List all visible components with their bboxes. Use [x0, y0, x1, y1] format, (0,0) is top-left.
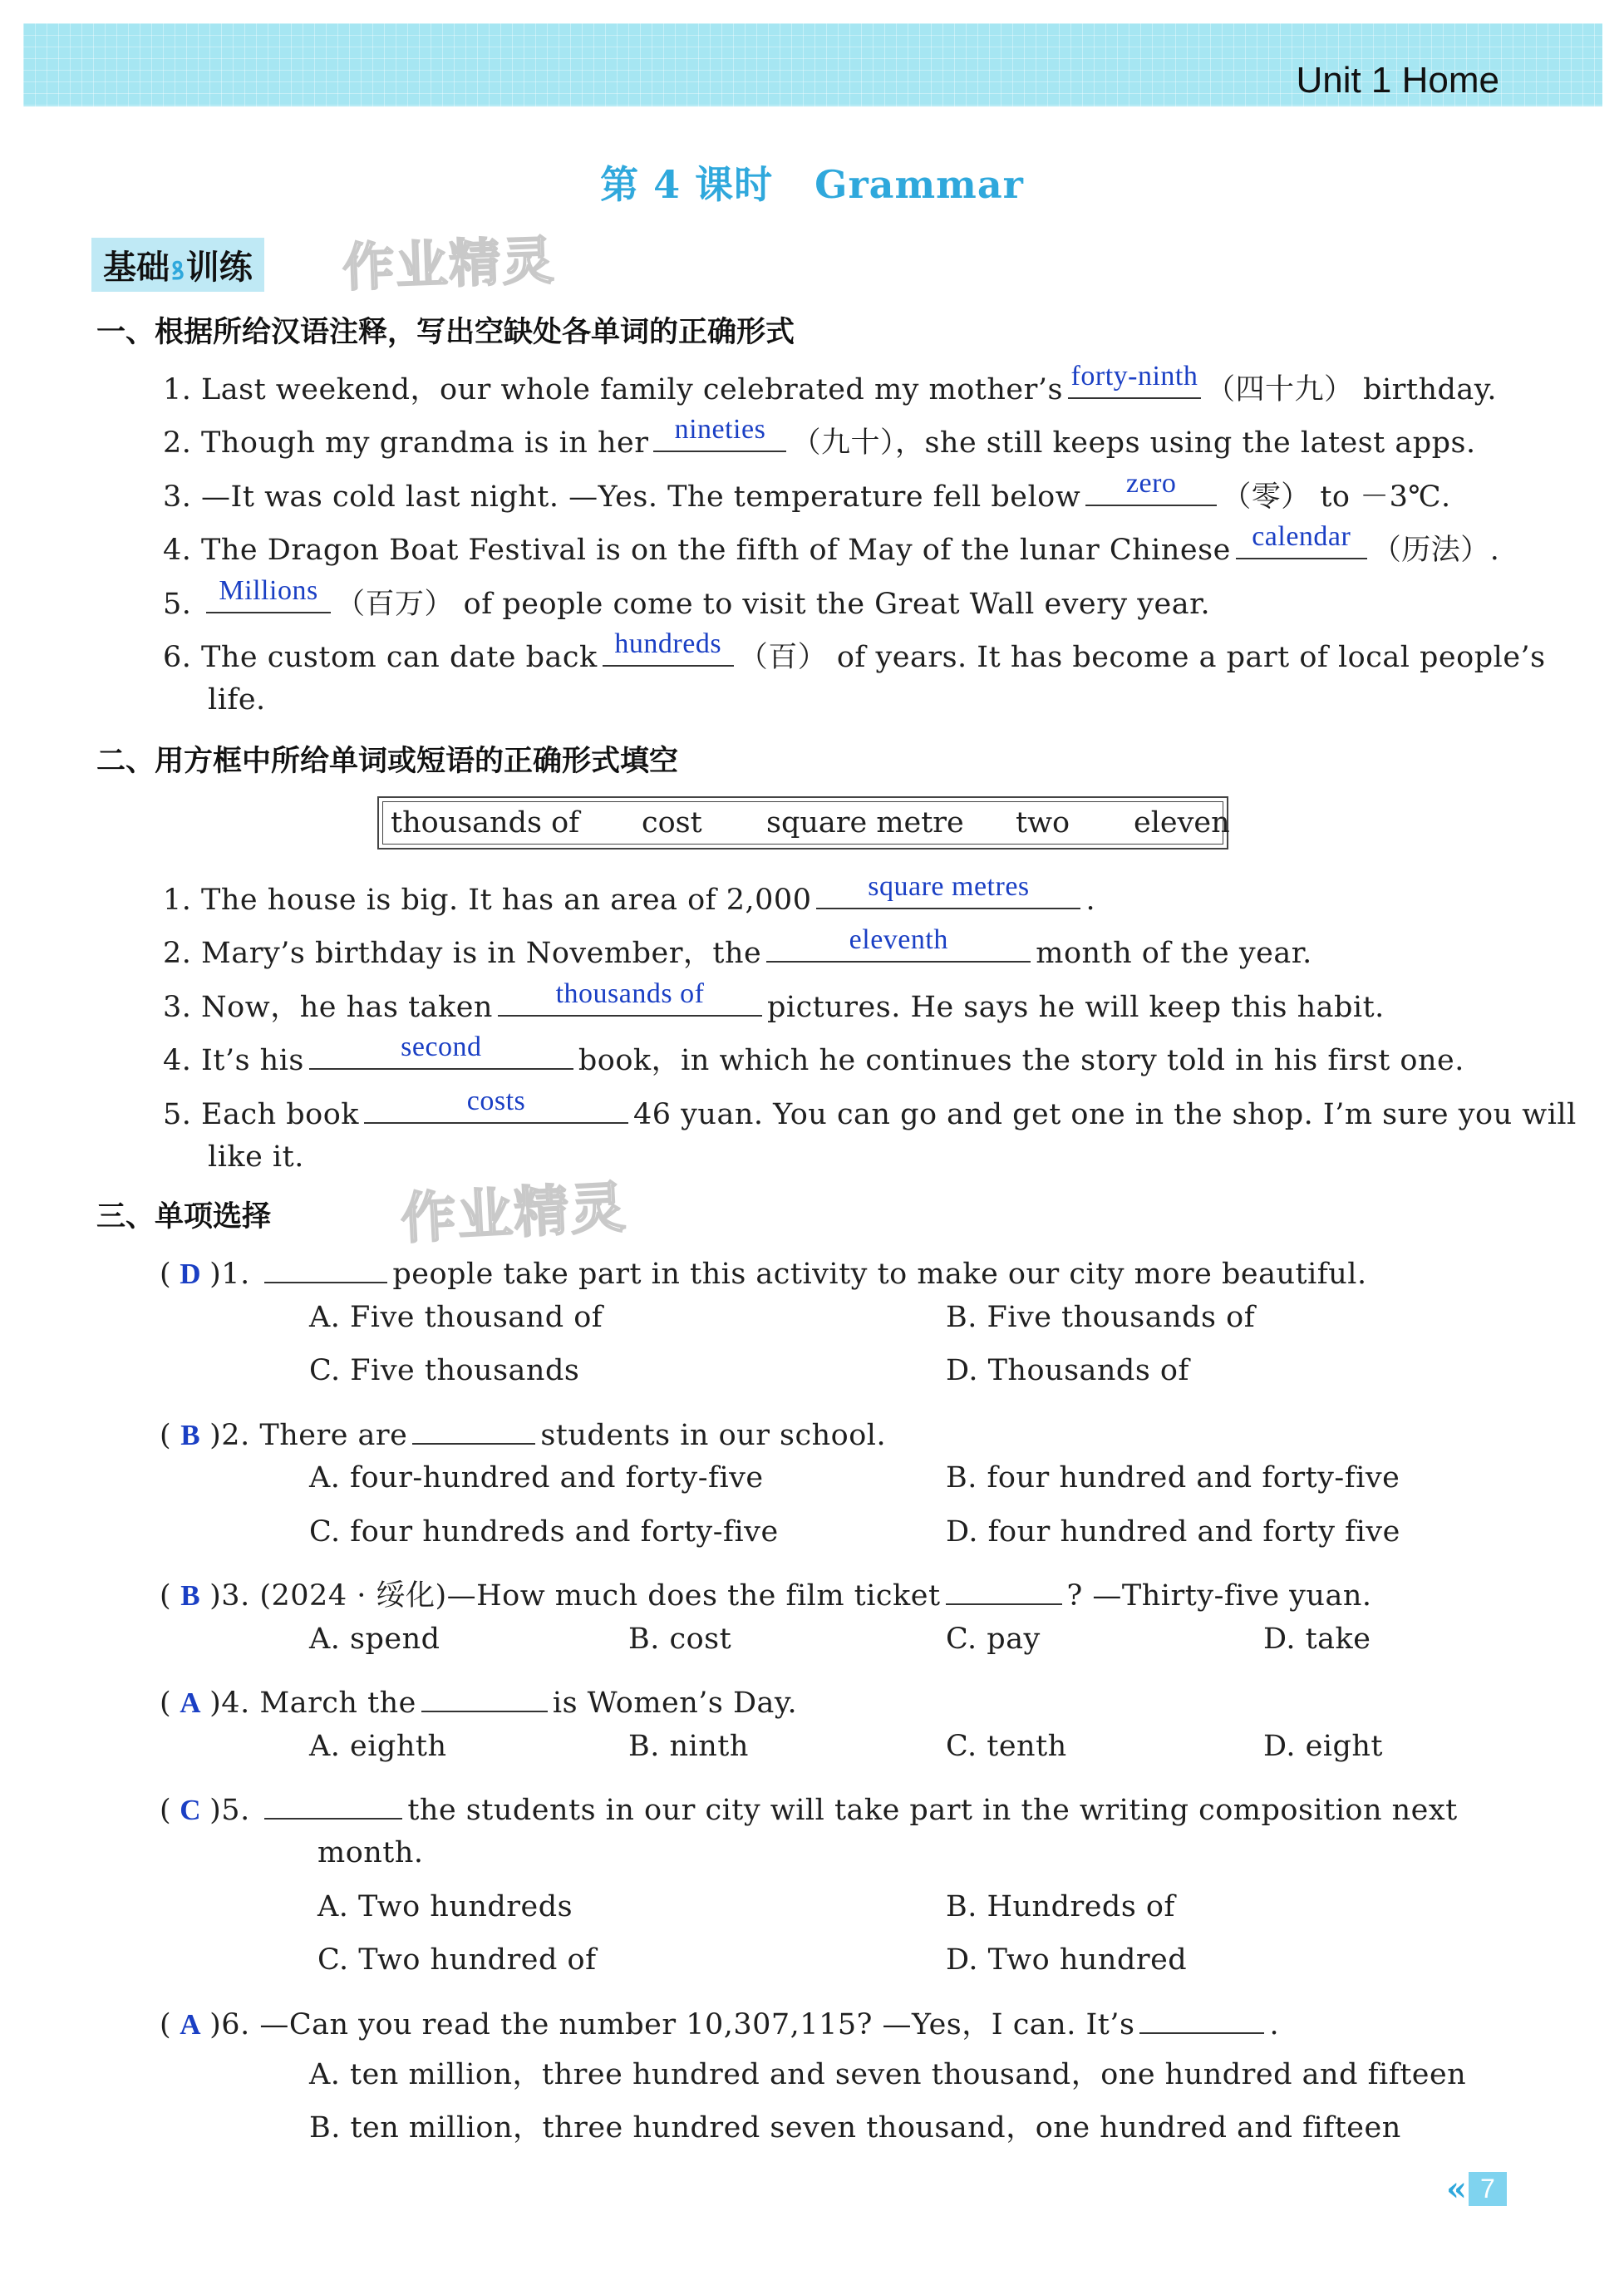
- item-text: （百万） of people come to visit the Great Wall every year.: [336, 588, 1211, 621]
- item-number: 4.: [163, 1044, 192, 1077]
- option-b[interactable]: B. four hundred and forty-five: [946, 1461, 1400, 1495]
- double-chevron-left-icon: «: [1446, 2169, 1467, 2209]
- mc-question-5-continued: month.: [317, 1836, 424, 1869]
- sec1-item-4: [163, 523, 1499, 569]
- word-bank-box: [377, 796, 1228, 849]
- item-text: book，in which he continues the story told in his first one.: [578, 1044, 1464, 1077]
- word-bank-item: square metre: [766, 806, 964, 840]
- item-text: The house is big. It has an area of 2,000: [201, 884, 812, 917]
- item-text: pictures. He says he will keep this habit.: [766, 991, 1385, 1024]
- lesson-number: 第 4 课时: [600, 162, 774, 207]
- question-number: )1.: [209, 1258, 250, 1291]
- sec1-item-6: [163, 630, 1546, 676]
- page-number-label: 7: [1469, 2172, 1507, 2206]
- item-number: 5.: [163, 1098, 192, 1131]
- question-blank: [264, 1783, 402, 1820]
- option-b[interactable]: B. Five thousands of: [946, 1301, 1256, 1334]
- option-d[interactable]: D. four hundred and forty five: [946, 1515, 1400, 1549]
- item-text: Though my grandma is in her: [201, 426, 649, 460]
- answer-choice[interactable]: A: [180, 2008, 202, 2041]
- answer-blank[interactable]: [1085, 470, 1217, 506]
- option-c[interactable]: C. Two hundred of: [317, 1943, 597, 1977]
- unit-label: Unit 1 Home: [1296, 60, 1499, 101]
- sec1-item-1: [163, 362, 1497, 408]
- question-text: students in our school.: [540, 1419, 887, 1452]
- option-b[interactable]: B. cost: [628, 1623, 732, 1656]
- mc-question-2: ( B )2. There are students in our school.: [160, 1408, 886, 1452]
- option-d[interactable]: D. Thousands of: [946, 1354, 1189, 1387]
- question-text: people take part in this activity to make our city more beautiful.: [392, 1258, 1367, 1291]
- sec1-item-6-continued: life.: [208, 683, 266, 717]
- section-3-heading: 三、单项选择: [96, 1200, 272, 1234]
- item-number: 5.: [163, 588, 192, 621]
- item-text: .: [1085, 884, 1096, 917]
- answer-blank[interactable]: [816, 873, 1080, 909]
- question-number: )5.: [209, 1794, 250, 1827]
- option-c[interactable]: C. tenth: [946, 1730, 1067, 1763]
- item-number: 3.: [163, 480, 192, 514]
- item-number: 2.: [163, 426, 192, 460]
- answer-text: square metres: [868, 871, 1030, 902]
- option-a[interactable]: A. eighth: [309, 1730, 447, 1763]
- lesson-topic: Grammar: [814, 162, 1024, 207]
- option-d[interactable]: D. eight: [1263, 1730, 1383, 1763]
- option-c[interactable]: C. pay: [946, 1623, 1041, 1656]
- answer-blank[interactable]: [498, 980, 762, 1017]
- question-blank: [412, 1408, 535, 1445]
- mc-question-5: ( C )5. the students in our city will take part in the writing composition next: [160, 1783, 1458, 1827]
- sec2-item-4: [163, 1033, 1464, 1079]
- question-number: )6.: [209, 2008, 250, 2041]
- answer-choice[interactable]: A: [180, 1687, 202, 1719]
- section-2-heading: 二、用方框中所给单词或短语的正确形式填空: [96, 745, 679, 778]
- answer-choice[interactable]: C: [180, 1794, 202, 1826]
- word-bank-item: two: [1016, 806, 1070, 840]
- basic-training-badge: [91, 238, 264, 292]
- answer-blank[interactable]: [309, 1033, 573, 1070]
- question-text: March the: [259, 1687, 416, 1720]
- item-number: 2.: [163, 937, 192, 970]
- item-text: （百） of years. It has become a part of local people’s: [738, 641, 1546, 674]
- item-text: （历法）.: [1371, 534, 1500, 567]
- answer-text: eleventh: [849, 924, 948, 955]
- question-number: )3.: [209, 1579, 250, 1613]
- answer-text: calendar: [1252, 521, 1351, 552]
- answer-text: second: [401, 1032, 482, 1062]
- answer-choice[interactable]: D: [180, 1258, 202, 1290]
- item-number: 3.: [163, 991, 192, 1024]
- mc-question-1: ( D )1. people take part in this activity to make our city more beautiful.: [160, 1247, 1367, 1291]
- badge-right-text: 训练: [185, 249, 253, 287]
- item-text: Each book: [201, 1098, 359, 1131]
- item-text: month of the year.: [1036, 937, 1312, 970]
- question-text: is Women’s Day.: [552, 1687, 798, 1720]
- sec2-item-2: [163, 926, 1312, 972]
- page-number: [1446, 2169, 1507, 2209]
- answer-blank[interactable]: [766, 926, 1031, 963]
- answer-blank[interactable]: [206, 577, 331, 613]
- sec1-item-3: [163, 470, 1451, 515]
- item-text: （九十），she still keeps using the latest apps.: [791, 426, 1476, 460]
- sec1-item-2: [163, 416, 1476, 461]
- sec2-item-3: [163, 980, 1385, 1026]
- question-blank: [264, 1247, 387, 1283]
- item-text: （四十九） birthday.: [1205, 373, 1498, 406]
- option-b[interactable]: B. ninth: [628, 1730, 749, 1763]
- question-text: .: [1269, 2008, 1280, 2041]
- answer-blank[interactable]: [364, 1087, 628, 1124]
- sec1-item-5: [163, 577, 1210, 623]
- option-d[interactable]: D. take: [1263, 1623, 1371, 1656]
- lesson-title: [0, 155, 1624, 209]
- question-text: —Can you read the number 10,307,115? —Yes，I can. It’s: [259, 2008, 1135, 2041]
- item-number: 1.: [163, 373, 192, 406]
- section-1-heading: 一、根据所给汉语注释，写出空缺处各单词的正确形式: [96, 316, 795, 349]
- question-number: )2.: [209, 1419, 250, 1452]
- watermark: 作业精灵: [399, 1175, 629, 1252]
- item-text: Mary’s birthday is in November，the: [201, 937, 762, 970]
- item-number: 4.: [163, 534, 192, 567]
- answer-text: forty-ninth: [1070, 361, 1198, 392]
- swirl-icon: ꝸ: [171, 256, 185, 286]
- question-number: )4.: [209, 1687, 250, 1720]
- mc-question-4: ( A )4. March the is Women’s Day.: [160, 1676, 797, 1720]
- sec2-item-5-continued: like it.: [208, 1140, 304, 1174]
- option-c[interactable]: C. four hundreds and forty-five: [309, 1515, 779, 1549]
- answer-text: zero: [1125, 468, 1177, 499]
- question-text: (2024 · 绥化)—How much does the film ticket: [259, 1579, 941, 1613]
- word-bank-item: thousands of: [391, 806, 580, 840]
- option-a[interactable]: A. Five thousand of: [309, 1301, 603, 1334]
- answer-text: nineties: [674, 414, 766, 445]
- item-text: The Dragon Boat Festival is on the fifth of May of the lunar Chinese: [201, 534, 1231, 567]
- question-text: ? —Thirty-five yuan.: [1066, 1579, 1372, 1613]
- question-blank: [946, 1568, 1062, 1605]
- watermark: 作业精灵: [341, 229, 557, 298]
- option-a[interactable]: A. spend: [309, 1623, 440, 1656]
- word-bank-item: cost: [642, 806, 702, 840]
- answer-blank[interactable]: [603, 630, 734, 667]
- option-a[interactable]: A. four-hundred and forty-five: [309, 1461, 764, 1495]
- answer-choice[interactable]: B: [180, 1419, 201, 1451]
- item-text: Last weekend，our whole family celebrated my mother’s: [201, 373, 1063, 406]
- item-text: —It was cold last night. —Yes. The temperature fell below: [201, 480, 1081, 514]
- answer-text: costs: [466, 1086, 526, 1116]
- item-text: 46 yuan. You can go and get one in the shop. I’m sure you will: [633, 1098, 1577, 1131]
- item-text: Now，he has taken: [201, 991, 493, 1024]
- item-number: 1.: [163, 884, 192, 917]
- option-a[interactable]: A. ten million，three hundred and seven thousand，one hundred and fifteen: [309, 2058, 1467, 2091]
- badge-left-text: 基础: [103, 249, 170, 287]
- mc-question-3: ( B )3. (2024 · 绥化)—How much does the film ticket ? —Thirty-five yuan.: [160, 1568, 1372, 1614]
- question-text: the students in our city will take part in the writing composition next: [407, 1794, 1458, 1827]
- mc-question-6: ( A )6. —Can you read the number 10,307,115? —Yes，I can. It’s .: [160, 1997, 1279, 2043]
- sec2-item-1: [163, 873, 1095, 917]
- answer-text: thousands of: [555, 978, 705, 1009]
- option-a[interactable]: A. Two hundreds: [317, 1890, 573, 1923]
- item-text: It’s his: [201, 1044, 304, 1077]
- word-bank-item: eleven: [1134, 806, 1230, 840]
- question-text: There are: [259, 1419, 408, 1452]
- item-text: The custom can date back: [201, 641, 598, 674]
- answer-text: hundreds: [614, 628, 722, 659]
- question-blank: [1139, 1997, 1264, 2034]
- option-b[interactable]: B. Hundreds of: [946, 1890, 1175, 1923]
- answer-blank[interactable]: [1068, 362, 1201, 399]
- answer-blank[interactable]: [653, 416, 786, 452]
- option-d[interactable]: D. Two hundred: [946, 1943, 1188, 1977]
- answer-text: Millions: [219, 575, 318, 606]
- sec2-item-5: [163, 1087, 1577, 1131]
- answer-blank[interactable]: [1236, 523, 1367, 559]
- option-b[interactable]: B. ten million，three hundred seven thousand，one hundred and fifteen: [309, 2111, 1401, 2145]
- item-number: 6.: [163, 641, 192, 674]
- question-blank: [421, 1676, 548, 1712]
- item-text: （零） to －3℃.: [1222, 480, 1451, 514]
- option-c[interactable]: C. Five thousands: [309, 1354, 580, 1387]
- answer-choice[interactable]: B: [180, 1579, 201, 1612]
